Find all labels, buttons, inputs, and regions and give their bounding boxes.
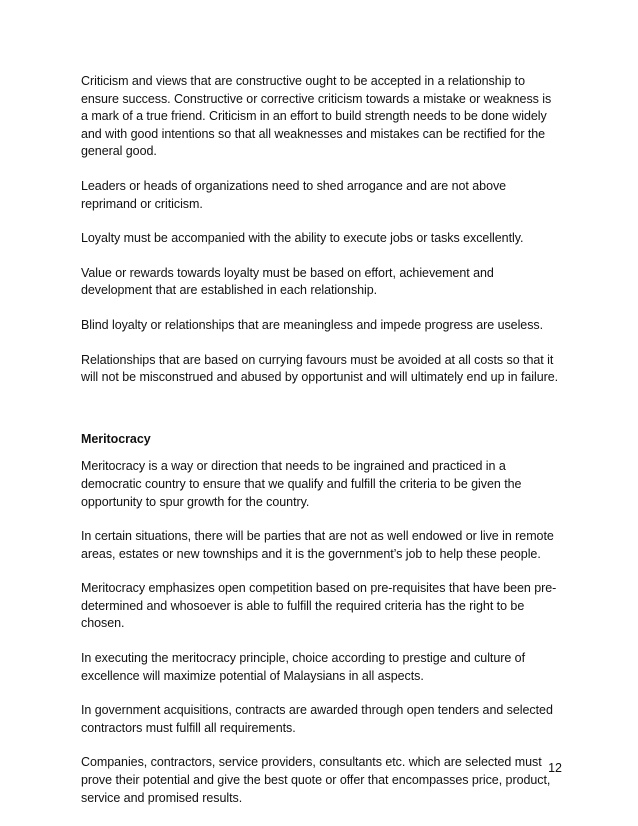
paragraph-open-competition: Meritocracy emphasizes open competition based on pre-requisites that have been pre-determined and whosoever is able to fulfill the required criteria has the right to be chosen.: [81, 581, 557, 631]
paragraph-currying-favours: Relationships that are based on currying favours must be avoided at all costs so that it will not be misconstrued and abused by opportunist and will ultimately end up in failure.: [81, 352, 559, 385]
paragraph-government-acquisitions: In government acquisitions, contracts are awarded through open tenders and selected contractors must fulfill all requirements.: [81, 703, 553, 735]
document-body: [81, 73, 561, 824]
paragraph-remote-areas: In certain situations, there will be parties that are not as well endowed or live in remote areas, estates or new townships and it is the government’s job to help these people.: [81, 529, 554, 561]
section-heading-meritocracy: Meritocracy: [81, 431, 151, 446]
page-number: 12: [548, 761, 562, 775]
paragraph-meritocracy-definition: Meritocracy is a way or direction that needs to be ingrained and practiced in a democratic country to ensure that we qualify and fulfill the criteria to be given the opportunity to spur growth for the country.: [81, 459, 522, 509]
paragraph-leaders-arrogance: Leaders or heads of organizations need to shed arrogance and are not above reprimand or criticism.: [81, 178, 507, 211]
paragraph-companies-contractors: Companies, contractors, service providers, consultants etc. which are selected must prove their potential and give the best quote or offer that encompasses price, product, service and promised results.: [81, 755, 551, 805]
paragraph-loyalty-rewards: Value or rewards towards loyalty must be based on effort, achievement and development that are established in each relationship.: [81, 265, 494, 298]
paragraph-criticism-views: Criticism and views that are constructive ought to be accepted in a relationship to ensure success. Constructive or corrective criticism towards a mistake or weakness is a mark of a true friend. Criticism in an effort to build strength needs to be done widely and with good intentions so that all weaknesses and mistakes can be rectified for the general good.: [81, 74, 552, 159]
paragraph-blind-loyalty: Blind loyalty or relationships that are meaningless and impede progress are useless.: [81, 317, 544, 332]
paragraph-executing-principle: In executing the meritocracy principle, choice according to prestige and culture of excellence will maximize potential of Malaysians in all aspects.: [81, 651, 526, 683]
paragraph-loyalty-ability: Loyalty must be accompanied with the ability to execute jobs or tasks excellently.: [81, 231, 524, 246]
